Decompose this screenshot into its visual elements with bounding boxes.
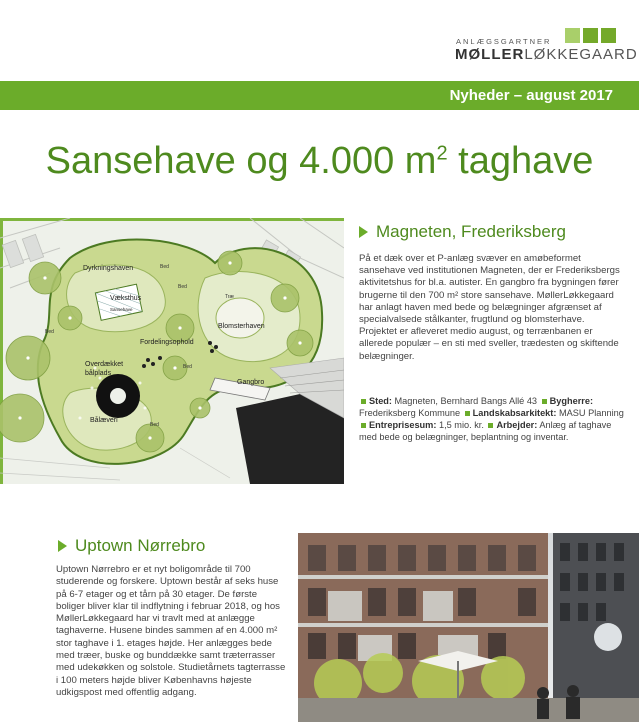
map-label-dyrkningshaven: Dyrkningshaven — [83, 265, 134, 272]
newsletter-date: Nyheder – august 2017 — [449, 87, 613, 104]
logo-squares — [565, 28, 616, 43]
map-label-baalaeveri: Bålæveri — [90, 417, 118, 424]
logo-top-text: ANLÆGSGARTNER — [456, 37, 552, 46]
logo-name: MØLLERLØKKEGAARD — [455, 46, 638, 63]
map-label-vaekst-sub: Sansehave — [110, 307, 133, 312]
svg-text:Bed: Bed — [160, 264, 169, 270]
map-label-fordeling: Fordelingsophold — [140, 339, 194, 346]
map-label-overdaekket: Overdækket — [85, 361, 124, 368]
uptown-body-text: Uptown Nørrebro er et nyt boligområde til 700 studerende og forskere. Uptown består af seks huse på 6-7 etager og et tårn på 30 etager. De første boliger bliver klar til indflytning i februar 2018, og hos MøllerLøkkegaard har vi travlt med at anlægge taghaverne. Husene bindes sammen af en 4.000 m² stor taghave i 1. etages højde. Her anlægges bede med træer, buske og bunddække samt træterrasser med udekøkken og solstole. Studietårnets tagterrasse i 100 meters højde bliver Københavns højeste udkigspost med offentlig adgang. — [56, 564, 286, 698]
magneten-facts: Sted: Magneten, Bernhard Bangs Allé 43 Bygherre: Frederiksberg Kommune Landskabsarkitekt: MASU Planning Entreprisesum: 1,5 mio. kr. Arbejder: Anlæg af taghave med bede og belægninger, beplantning og inventar. — [359, 396, 624, 442]
svg-text:Bed: Bed — [45, 329, 54, 335]
magneten-body-text: På et dæk over et P-anlæg svæver en amøbeformet sansehave ved institutionen Magneten, der er Frederiksbergs aktivitetshus for bl.a. autister. En gangbro fra bygningen fører brugerne til den 700 m² store sansehave. MøllerLøkkegaard har anlagt haven med bede og belægninger afgrænset af specialvalsede stålkanter, frugtlund og blomsterhave. Projektet er afleveret medio august, og terrænbanen er allerede populær – en sti med sveller, trædesten og skiftende belægninger. — [359, 253, 620, 362]
section-heading-magneten: Magneten, Frederiksberg — [359, 222, 566, 242]
svg-text:Bed: Bed — [178, 284, 187, 290]
map-label-gangbro: Gangbro — [237, 379, 265, 386]
map-label-baelplads: bålplads — [85, 370, 112, 377]
page-title: Sansehave og 4.000 $m^2$ taghave — [45, 140, 594, 182]
map-label-vaekst: Væksthus — [110, 295, 142, 302]
svg-text:Bed: Bed — [150, 422, 159, 428]
svg-text:Træ: Træ — [225, 294, 234, 300]
section-heading-uptown: Uptown Nørrebro — [58, 536, 205, 556]
map-label-blomster: Blomsterhaven — [218, 323, 265, 330]
svg-text:Bed: Bed — [183, 364, 192, 370]
square-bullet-icon — [361, 399, 366, 404]
uptown-building-photo — [298, 533, 639, 722]
triangle-bullet-icon — [359, 226, 368, 238]
triangle-bullet-icon — [58, 540, 67, 552]
site-plan-map — [0, 218, 344, 484]
header-band — [0, 81, 639, 110]
